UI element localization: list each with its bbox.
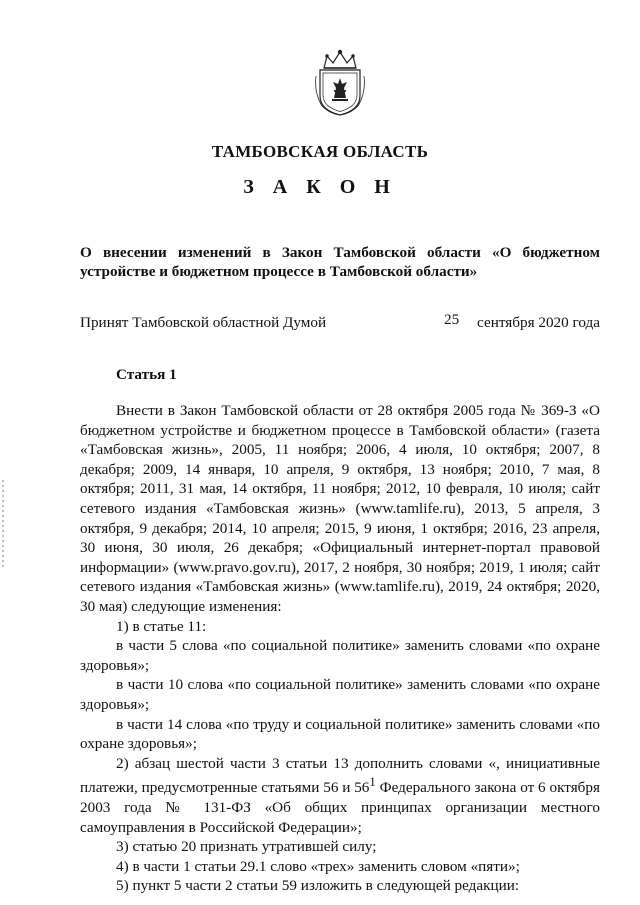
article-intro: Внести в Закон Тамбовской области от 28 октября 2005 года № 369-З «О бюджетном устройстве и бюджетном процессе в Тамбовской области» (газета «Тамбовская жизнь», 2005, 11 ноября; 2006, 4 июля, 10 октября; 2007, 8 декабря; 2009, 14 января, 10 апреля, 9 октября, 13 ноября; 2010, 7 мая, 8 октября; 2011, 31 мая, 14 октября, 11 ноября; 2012, 10 февраля, 10 июля; сайт сетевого издания «Тамбовская жизнь» (www.tamlife.ru), 2013, 5 апреля, 3 октября, 9 декабря; 2014, 10 апреля; 2015, 9 июня, 1 октября; 2016, 23 апреля, 30 июня, 30 июля, 26 декабря; «Официальный интернет-портал правовой информации» (www.pravo.gov.ru), 2017, 2 ноября, 30 ноября; 2019, 1 июля; сайт сетевого издания «Тамбовская жизнь» (www.tamlife.ru), 2019, 24 октября; 2020, 30 мая) следующие изменения:: [80, 402, 600, 615]
region-title: ТАМБОВСКАЯ ОБЛАСТЬ: [211, 142, 429, 161]
item-2-text-cont: Федерального закона от 6 октября 2003 года № 131-ФЗ «Об общих принципах организации местного самоуправления в Российской Федерации»;: [80, 779, 600, 836]
item-5: 5) пункт 5 части 2 статьи 59 изложить в следующей редакции:: [116, 877, 520, 895]
law-subject: О внесении изменений в Закон Тамбовской области «О бюджетном устройстве и бюджетном процессе в Тамбовской области»: [80, 244, 600, 280]
document-type: З А К О Н: [243, 176, 397, 198]
adopted-date: сентября 2020 года: [477, 314, 600, 331]
tambov-coat-of-arms-icon: [314, 48, 366, 116]
article-body: [80, 401, 600, 896]
item-1a: в части 5 слова «по социальной политике» заменить словами «по охране здоровья»;: [80, 637, 600, 674]
adoption-line: [80, 311, 600, 334]
item-2-text: 2) абзац шестой части 3 статьи 13 дополнить словами «, инициативные платежи, предусмотренные статьями 56 и 56: [80, 754, 600, 797]
item-2-superscript: 1: [369, 775, 376, 790]
item-1b: в части 10 слова «по социальной политике» заменить словами «по охране здоровья»;: [80, 676, 600, 713]
item-1: 1) в статье 11:: [116, 617, 207, 635]
scan-margin-mark: [2, 480, 4, 570]
item-2: [80, 754, 600, 837]
adopted-day: 25: [444, 311, 460, 328]
item-4: 4) в части 1 статьи 29.1 слово «трех» заменить словом «пяти»;: [116, 857, 520, 875]
item-1c: в части 14 слова «по труду и социальной политике» заменить словами «по охране здоровья»;: [80, 715, 600, 753]
item-3: 3) статью 20 признать утратившей силу;: [116, 838, 377, 856]
adopted-by: Принят Тамбовской областной Думой: [80, 314, 327, 331]
article-title: Статья 1: [116, 366, 177, 383]
